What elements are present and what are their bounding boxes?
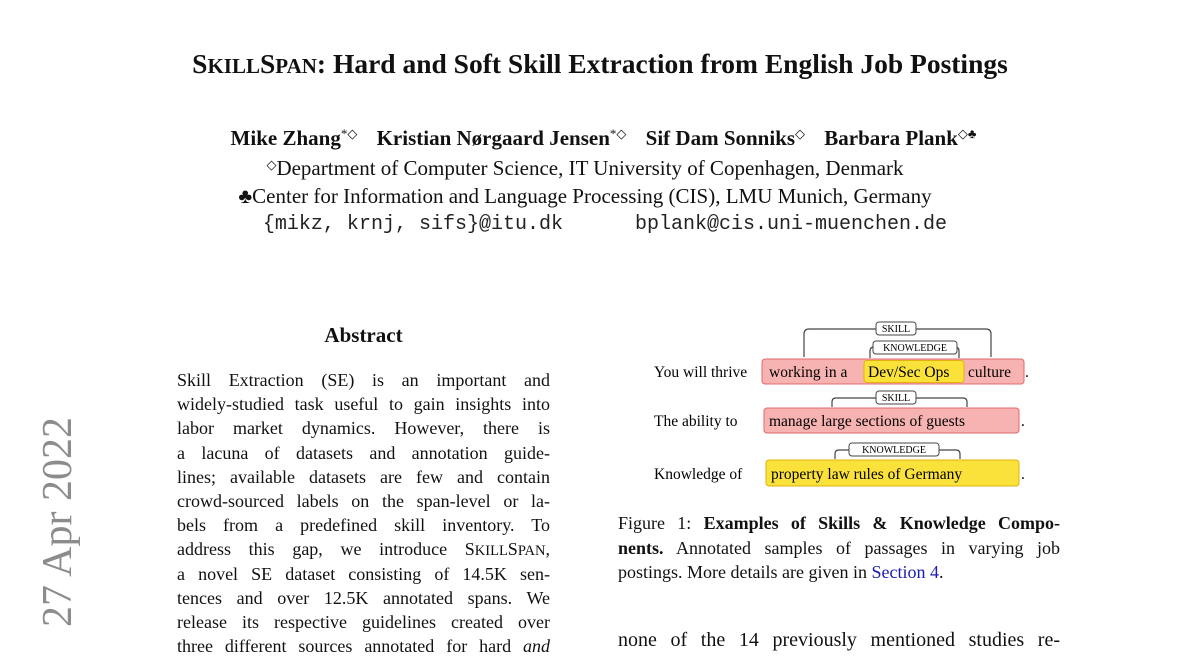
affiliation-mark: ◇ [266,157,277,172]
section-4-link[interactable]: Section 4 [871,562,939,582]
author-name: Mike Zhang [230,126,341,150]
caption-text: . [938,562,944,582]
example-1-span-a: working in a [769,364,848,381]
skill-label: SKILL [881,393,911,404]
author-marks: ◇ [795,126,806,141]
example-3-span: property law rules of Germany [771,466,963,483]
author-emails [0,213,1200,236]
example-1-prefix: You will thrive [654,364,748,381]
figure-1-caption [618,511,1060,585]
example-1-span-c: culture [968,364,1012,381]
caption-line [618,560,1060,585]
abstract-smallcaps: S [464,539,475,560]
affiliation-cis [0,184,1170,209]
title-smallcaps-s1: S [192,48,208,79]
affiliation-mark: ♣ [238,184,253,208]
skill-label: SKILL [881,324,911,335]
author-list [0,126,1200,151]
affiliation-itu [0,156,1170,181]
email-cis[interactable]: bplank@cis.uni-muenchen.de [635,213,948,236]
caption-text: Annotated samples of passages in varying job [676,537,1060,558]
abstract-body [177,368,550,658]
abstract-line [177,537,550,561]
example-1-span-b: Dev/Sec Ops [868,364,950,381]
title-rest: : Hard and Soft Skill Extraction from English Job Postings [316,48,1008,79]
abstract-line: labor market dynamics. However, there is [177,418,550,439]
author-name: Sif Dam Sonniks [645,126,796,150]
caption-bold: nents. [618,537,664,558]
title-smallcaps-kill: KILL [207,54,260,78]
example-3-prefix: Knowledge of [654,466,743,483]
abstract-line: Skill Extraction (SE) is an important and [177,370,550,390]
example-1-end: . [1025,364,1029,381]
arxiv-date-watermark: 27 Apr 2022 [35,417,81,627]
knowledge-label: KNOWLEDGE [883,343,947,354]
abstract-line [177,634,550,658]
caption-line [618,511,1060,536]
caption-label: Figure 1: [618,513,692,533]
abstract-text: address this gap, we introduce [177,539,465,560]
example-2-prefix: The ability to [654,413,738,430]
abstract-smallcaps: PAN [517,543,546,560]
abstract-smallcaps: KILL [474,543,508,560]
author [824,126,976,150]
author-marks: *◇ [609,126,627,141]
abstract-line: a lacuna of datasets and annotation guide- [177,442,550,463]
author [231,126,358,150]
abstract-line: lines; available datasets are few and contain [177,466,550,487]
caption-text: postings. More details are given in [618,562,872,582]
abstract-smallcaps: S [507,539,518,560]
email-itu[interactable]: {mikz, krnj, sifs}@itu.dk [262,213,563,236]
author-marks: ◇♣ [957,126,977,141]
abstract-line: release its respective guidelines created over [177,611,550,632]
author [377,126,627,150]
knowledge-label: KNOWLEDGE [862,445,926,456]
author-marks: *◇ [340,126,358,141]
affiliation-text: Department of Computer Science, IT University of Copenhagen, Denmark [276,156,904,180]
title-smallcaps-s2: S [260,48,276,79]
author-name: Kristian Nørgaard Jensen [376,126,610,150]
author [646,126,805,150]
abstract-heading: Abstract [324,323,403,347]
example-2-span: manage large sections of guests [769,413,965,430]
affiliation-text: Center for Information and Language Processing (CIS), LMU Munich, Germany [252,184,932,208]
body-text-fragment: none of the 14 previously mentioned studies re- [618,629,1060,651]
abstract-line: tences and over 12.5K annotated spans. We [177,587,550,608]
abstract-line: a novel SE dataset consisting of 14.5K sen- [177,563,550,584]
abstract-text: , [545,539,550,560]
example-3-end: . [1021,466,1025,483]
paper-title [0,48,1200,80]
title-smallcaps-pan: PAN [275,54,317,78]
abstract-line: crowd-sourced labels on the span-level or la- [177,490,550,511]
abstract-emphasis: and [523,636,550,657]
abstract-line: bels from a predefined skill inventory. To [177,515,550,536]
figure-1-annotation-examples [600,318,1080,498]
caption-bold: Examples of Skills & Knowledge Compo- [703,513,1060,533]
abstract-line: widely-studied task useful to gain insights into [177,394,550,415]
example-2-end: . [1021,413,1025,430]
author-name: Barbara Plank [824,126,958,150]
caption-line [618,536,1060,561]
abstract-text: three different sources annotated for hard [177,636,523,657]
